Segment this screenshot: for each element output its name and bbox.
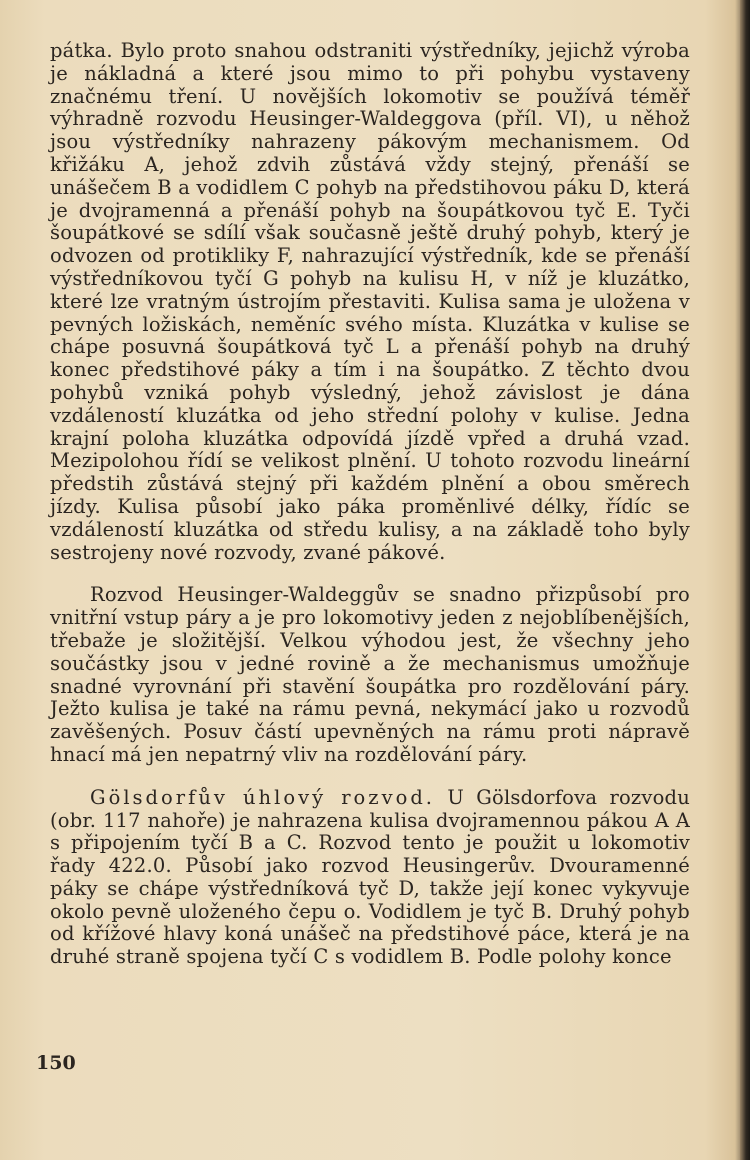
body-text: [50, 40, 690, 969]
paragraph-3-text: U Gölsdorfova rozvodu (obr. 117 nahoře) je nahrazena kulisa dvojramennou pákou A A s připojením tyčí B a C. Rozvod tento je použit u lokomotiv řady 422.0. Působí jako rozvod Heusingerův. Dvouramenné páky se chápe výstředníková tyč D, takže její konec vykyvuje okolo pevně uloženého čepu o. Vodidlem je tyč B. Druhý pohyb od křížové hlavy koná unášeč na předstihové páce, která je na druhé straně spojena tyčí C s vodidlem B. Podle polohy konce: [50, 785, 691, 969]
paragraph-3: [50, 787, 690, 969]
paragraph-1: pátka. Bylo proto snahou odstraniti výstředníky, jejichž výroba je nákladná a které jsou mimo to při pohybu vystaveny značnému tření. U novějších lokomotiv se používá téměř výhradně rozvodu Heusinger-Waldeggova (příl. VI), u něhož jsou výstředníky nahrazeny pákovým mechanismem. Od křižáku A, jehož zdvih zůstává vždy stejný, přenáší se unášečem B a vodidlem C pohyb na předstihovou páku D, která je dvojramenná a přenáší pohyb na šoupátkovou tyč E. Tyči šoupátkové se sdílí však současně ještě druhý pohyb, který je odvozen od protikliky F, nahrazující výstředník, kde se přenáší výstředníkovou tyčí G pohyb na kulisu H, v níž je kluzátko, které lze vratným ústrojím přestaviti. Kulisa sama je uložena v pevných ložiskách, neměníc svého místa. Kluzátka v kulise se chápe posuvná šoupátková tyč L a přenáší pohyb na druhý konec předstihové páky a tím i na šoupátko. Z těchto dvou pohybů vzniká pohyb výsledný, jehož závislost je dána vzdáleností kluzátka od jeho střední polohy v kulise. Jedna krajní poloha kluzátka odpovídá jízdě vpřed a druhá vzad. Mezipolohou řídí se velikost plnění. U tohoto rozvodu lineární předstih zůstává stejný při každém plnění a obou směrech jízdy. Kulisa působí jako páka proměnlivé délky, řídíc se vzdáleností kluzátka od středu kulisy, a na základě toho byly sestrojeny nové rozvody, zvané pákové.: [50, 39, 690, 564]
page-number: 150: [36, 1052, 76, 1074]
paragraph-2: Rozvod Heusinger-Waldeggův se snadno přizpůsobí pro vnitřní vstup páry a je pro lokomotivy jeden z nejoblíbenějších, třebaže je složitější. Velkou výhodou jest, že všechny jeho součástky jsou v jedné rovině a že mechanismus umožňuje snadné vyrovnání při stavění šoupátka pro rozdělování páry. Ježto kulisa je také na rámu pevná, nekymácí jako u rozvodů zavěšených. Posuv částí upevněných na rámu proti nápravě hnací má jen nepatrný vliv na rozdělování páry.: [50, 583, 690, 766]
book-spine-edge: [740, 0, 750, 1160]
section-heading: Gölsdorfův úhlový rozvod.: [90, 785, 436, 809]
